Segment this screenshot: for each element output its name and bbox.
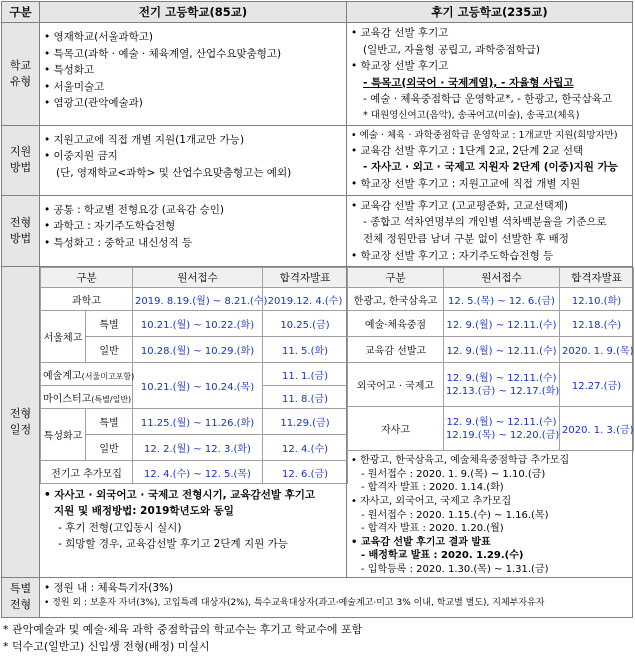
late-schedule-table — [347, 267, 634, 451]
header-row — [2, 2, 633, 23]
school-name: 외국어고 · 국제고 — [348, 363, 444, 407]
list-item: • 학교장 선발 후기고 : 지원고교에 직접 개별 지원 — [351, 178, 581, 191]
list-item: * 대원영신여고(음악), 송곡여고(미술), 송곡고(체육) — [363, 109, 580, 121]
list-item: • 자사고, 외국어고, 국제고 추가모집 — [351, 495, 512, 507]
list-item: - 원서접수 : 2020. 1.15.(수) ~ 1.16.(목) — [361, 509, 549, 521]
list-item: • 학교장 선발 후기고 : 자기주도학습전형 등 — [351, 249, 554, 262]
table-row — [41, 435, 348, 461]
late-selection-method — [347, 195, 633, 266]
result-date: 11. 1.(금) — [263, 363, 348, 386]
school-name: 특별 — [86, 409, 133, 435]
list-item: - 예술 · 체육중점학급 운영학교*, - 한광고, 한국삼육고 — [363, 93, 613, 106]
table-row — [348, 337, 634, 363]
list-item: - 후기 전형(고입동시 실시) — [58, 521, 182, 534]
apply-date: 12. 9.(월) ~ 12.11.(수) — [444, 337, 560, 363]
early-school-type — [40, 23, 347, 126]
result-date: 12. 4.(수) — [263, 435, 348, 461]
school-name: 예술계고(서울미고포함) — [41, 363, 133, 386]
special-admission-content — [40, 577, 633, 617]
apply-date: 10.28.(월) ~ 10.29.(화) — [133, 337, 263, 363]
list-item: • 공통 : 학교별 전형요강 (교육감 승인) — [44, 203, 224, 216]
list-item: • 염광고(관악예술과) — [44, 97, 143, 110]
list-item: - 배정학교 발표 : 2020. 1.29.(수) — [361, 550, 524, 562]
column-header: 합격자발표 — [263, 268, 348, 288]
early-schedule-notes — [40, 484, 346, 552]
header-category: 구분 — [2, 2, 40, 23]
list-item: • 특성화고 — [44, 64, 95, 77]
list-item: • 지원고교에 직접 개별 지원(1개교만 가능) — [44, 133, 245, 146]
category-support-method: 지원 방법 — [2, 125, 40, 195]
result-date: 2020. 1. 3.(금) — [560, 407, 634, 451]
category-schedule: 전형 일정 — [2, 267, 40, 577]
school-name: 교육감 선발고 — [348, 337, 444, 363]
row-support-method — [2, 125, 633, 195]
early-support-method — [40, 125, 347, 195]
school-group: 서울체고 — [41, 311, 86, 363]
list-item: 전체 정원만큼 남녀 구분 없이 선발한 후 배정 — [363, 233, 569, 246]
list-item: (단, 영재학교<과학> 및 산업수요맞춤형고는 예외) — [56, 167, 292, 180]
school-name: 예술·체육중점 — [348, 311, 444, 337]
list-item: - 자사고 · 외고 · 국제고 지원자 2단계 (이중)지원 가능 — [363, 161, 618, 174]
list-item: • 특성화고 : 중학교 내신성적 등 — [44, 237, 193, 250]
table-row — [41, 337, 348, 363]
result-date: 2020. 1. 9.(목) — [560, 337, 634, 363]
list-item: • 교육감 선발 후기고 결과 발표 — [351, 536, 491, 548]
school-name: 전기고 추가모집 — [41, 461, 133, 484]
table-row — [41, 409, 348, 435]
category-selection-method: 전형 방법 — [2, 195, 40, 266]
column-header: 합격자발표 — [560, 268, 634, 288]
table-row — [348, 311, 634, 337]
list-item: (일반고, 자율형 공립고, 과학중점학급) — [363, 43, 541, 56]
list-item: • 교육감 선발 후기고 (고교평준화, 고교선택제) — [351, 199, 568, 212]
category-special-admission: 특별 전형 — [2, 577, 40, 617]
late-school-type — [347, 23, 633, 126]
result-date: 10.25.(금) — [263, 311, 348, 337]
school-name: 일반 — [86, 337, 133, 363]
table-row — [348, 363, 634, 407]
result-date: 12. 6.(금) — [263, 461, 348, 484]
list-item: • 특목고(과학 · 예술 · 체육계열, 산업수요맞춤형고) — [44, 47, 282, 60]
list-item: • 학교장 선발 후기고 — [351, 60, 449, 73]
list-item: - 종합고 석차연명부의 개인별 석차백분율을 기준으로 — [363, 216, 607, 229]
list-item: • 영재학교(서울과학고) — [44, 31, 154, 43]
column-header: 구분 — [41, 268, 133, 288]
apply-date: 12. 9.(월) ~ 12.11.(수) — [444, 311, 560, 337]
table-header-row — [348, 268, 634, 288]
column-header: 원서접수 — [133, 268, 263, 288]
school-name: 자사고 — [348, 407, 444, 451]
late-support-method — [347, 125, 633, 195]
school-name: 과학고 — [41, 288, 133, 311]
school-name: 마이스터고(특별/일반) — [41, 386, 133, 409]
apply-date: 12. 5.(목) ~ 12. 6.(금) — [444, 288, 560, 311]
list-item: • 예술 · 체육 · 과학중점학급 운영학교 : 1개교만 지원(희망자만) — [351, 129, 618, 141]
list-item: - 입학등록 : 2020. 1.30.(목) ~ 1.31.(금) — [361, 563, 549, 575]
school-name: 일반 — [86, 435, 133, 461]
header-late-schools: 후기 고등학교(235교) — [347, 2, 633, 23]
early-schedule — [40, 267, 347, 577]
list-item: - 합격자 발표 : 2020. 1.20.(월) — [361, 523, 504, 535]
early-schedule-table — [40, 267, 348, 484]
apply-date: 10.21.(월) ~ 10.24.(목) — [133, 363, 263, 409]
row-special-admission — [2, 577, 633, 617]
list-item: • 한광고, 한국삼육고, 예술체육중점학급 추가모집 — [351, 455, 570, 467]
result-date: 11. 5.(화) — [263, 337, 348, 363]
table-row — [41, 461, 348, 484]
list-item: 지원 및 배정방법: 2019학년도와 동일 — [54, 505, 234, 518]
row-selection-method — [2, 195, 633, 266]
row-schedule — [2, 267, 633, 577]
list-item: • 교육감 선발 후기고 : 1단계 2교, 2단계 2교 선택 — [351, 144, 584, 157]
late-schedule-notes — [347, 451, 632, 576]
apply-date: 12. 9.(월) ~ 12.11.(수) 12.13.(금) ~ 12.17.(화) — [444, 363, 560, 407]
apply-date: 10.21.(월) ~ 10.22.(화) — [133, 311, 263, 337]
table-header-row — [41, 268, 348, 288]
result-date: 12.10.(화) — [560, 288, 634, 311]
table-row — [348, 288, 634, 311]
footnote: * 관악예술과 및 예술·체육 과학 중점학급의 학교수는 후기고 학교수에 포함 — [3, 622, 363, 636]
school-name: 한광고, 한국삼육고 — [348, 288, 444, 311]
footnote: * 덕수고(일반고) 신입생 전형(배정) 미실시 — [3, 639, 210, 653]
result-date: 2019.12. 4.(수) — [263, 288, 348, 311]
apply-date: 12. 9.(월) ~ 12.11.(수) 12.19.(목) ~ 12.20.(금) — [444, 407, 560, 451]
list-item: - 희망할 경우, 교육감선발 후기고 2단계 지원 가능 — [58, 538, 288, 550]
header-early-schools: 전기 고등학교(85교) — [40, 2, 347, 23]
category-school-type: 학교 유형 — [2, 23, 40, 126]
column-header: 구분 — [348, 268, 444, 288]
list-item: • 자사고 · 외국어고 · 국제고 전형시기, 교육감선발 후기고 — [44, 489, 316, 502]
school-name: 특별 — [86, 311, 133, 337]
footnotes — [1, 618, 634, 655]
apply-date: 12. 2.(월) ~ 12. 3.(화) — [133, 435, 263, 461]
list-item: • 서울미술고 — [44, 80, 105, 93]
list-item: • 정원 외 : 보훈자 자녀(3%), 고입특례 대상자(2%), 특수교육대상자(과고·예술계고·미고 3% 이내, 학교별 별도), 지체부자유자 — [44, 598, 545, 609]
school-group: 특성화고 — [41, 409, 86, 461]
list-item: - 원서접수 : 2020. 1. 9.(목) ~ 1.10.(금) — [361, 468, 546, 480]
result-date: 11.29.(금) — [263, 409, 348, 435]
result-date: 12.18.(수) — [560, 311, 634, 337]
table-row — [348, 407, 634, 451]
apply-date: 12. 4.(수) ~ 12. 5.(목) — [133, 461, 263, 484]
list-item: • 정원 내 : 체육특기자(3%) — [44, 581, 174, 594]
table-row — [41, 288, 348, 311]
table-row — [41, 311, 348, 337]
list-item: • 과학고 : 자기주도학습전형 — [44, 220, 176, 233]
list-item: - 특목고(외국어 · 국제계열), - 자율형 사립고 — [363, 76, 574, 89]
list-item: • 교육감 선발 후기고 — [351, 27, 449, 39]
row-school-type — [2, 23, 633, 126]
apply-date: 11.25.(월) ~ 11.26.(화) — [133, 409, 263, 435]
table-row — [41, 363, 348, 386]
apply-date: 2019. 8.19.(월) ~ 8.21.(수) — [133, 288, 263, 311]
result-date: 11. 8.(금) — [263, 386, 348, 409]
result-date: 12.27.(금) — [560, 363, 634, 407]
admission-table — [1, 1, 633, 618]
column-header: 원서접수 — [444, 268, 560, 288]
late-schedule — [347, 267, 633, 577]
early-selection-method — [40, 195, 347, 266]
list-item: - 합격자 발표 : 2020. 1.14.(화) — [361, 482, 504, 494]
list-item: • 이중지원 금지 — [44, 150, 118, 163]
